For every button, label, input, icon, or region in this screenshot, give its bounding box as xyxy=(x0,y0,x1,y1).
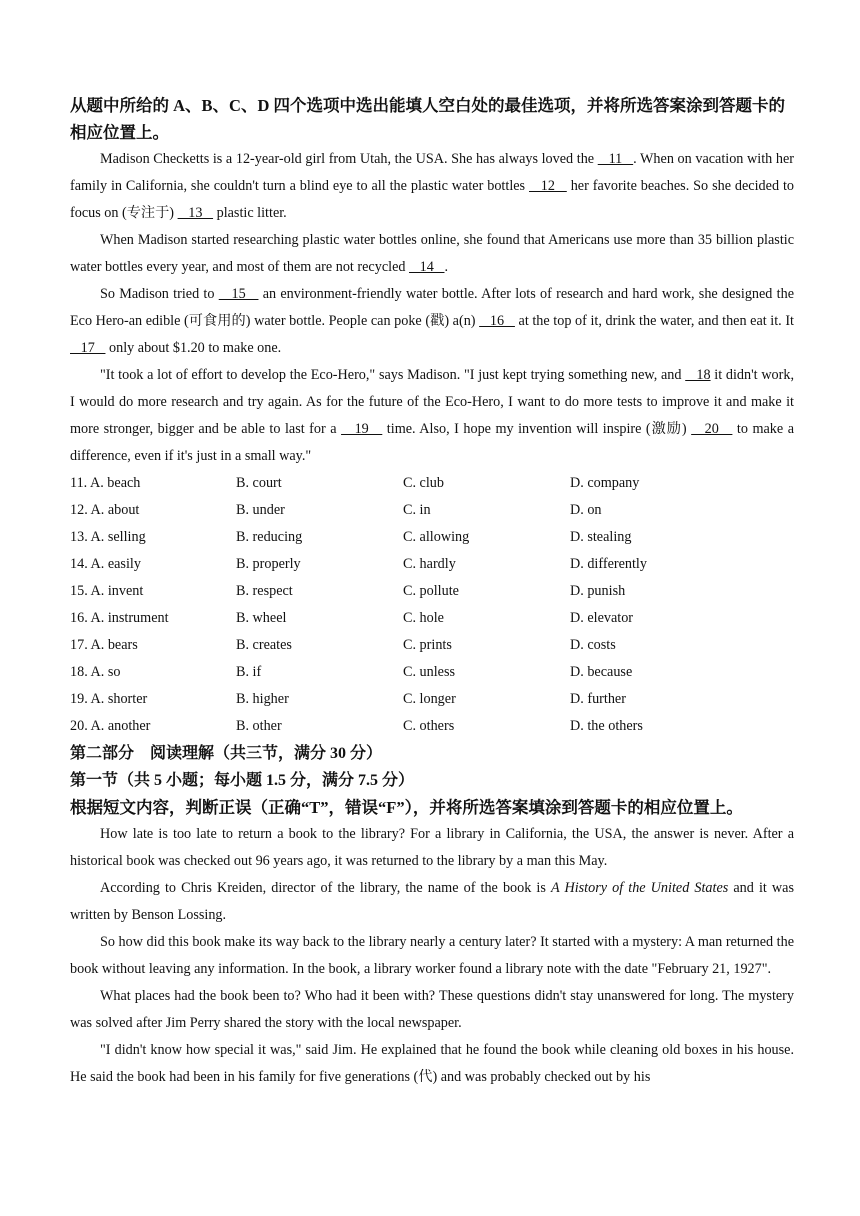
text: her favorite beaches. So she decided to focus on (专注于) xyxy=(70,178,794,221)
cloze-instruction: 从题中所给的 A、B、C、D 四个选项中选出能填人空白处的最佳选项，并将所选答案涂到答题卡的相应位置上。 xyxy=(70,96,786,142)
text: . xyxy=(444,259,449,275)
blank-17: 17 xyxy=(70,340,106,356)
text: Madison Checketts is a 12-year-old girl from Utah, the USA. She has always loved the xyxy=(100,151,598,167)
cloze-paragraph-4 xyxy=(70,362,794,470)
option-c: C. longer xyxy=(403,691,456,707)
option-c: C. pollute xyxy=(403,583,459,599)
option-c: C. hardly xyxy=(403,556,456,572)
option-a: 17. A. bears xyxy=(70,637,138,653)
part2-heading: 第二部分 阅读理解（共三节，满分 30 分） xyxy=(70,745,383,762)
cloze-paragraph-1 xyxy=(70,146,794,227)
text: plastic litter. xyxy=(213,205,287,221)
option-d: D. company xyxy=(570,475,640,491)
option-c: C. allowing xyxy=(403,529,470,545)
reading-paragraph-2 xyxy=(70,875,794,929)
option-b: B. properly xyxy=(236,556,301,572)
section1-heading: 第一节（共 5 小题；每小题 1.5 分，满分 7.5 分） xyxy=(70,772,415,789)
option-b: B. if xyxy=(236,664,262,680)
blank-13: 13 xyxy=(177,205,214,221)
option-d: D. on xyxy=(570,502,602,518)
text: "It took a lot of effort to develop the Eco-Hero," says Madison. "I just kept trying something new, and xyxy=(100,367,686,383)
option-c: C. unless xyxy=(403,664,456,680)
options-list xyxy=(70,470,794,740)
text: it didn't work, I would do more research and try again. As for the future of the Eco-Hero, I want to do more tests to improve it and make it more stronger, bigger and be able to last for a xyxy=(70,367,795,437)
reading-paragraph-1: How late is too late to return a book to the library? For a library in California, the USA, the answer is never. After a historical book was checked out 96 years ago, it was returned to the library by a man this May. xyxy=(70,826,794,869)
text: So Madison tried to xyxy=(100,286,219,302)
option-a: 18. A. so xyxy=(70,664,121,680)
text: time. Also, I hope my invention will inspire (激励) xyxy=(382,421,692,437)
text: According to Chris Kreiden, director of the library, the name of the book is xyxy=(100,880,551,896)
reading-paragraph-4: What places had the book been to? Who had it been with? These questions didn't stay unanswered for long. The mystery was solved after Jim Perry shared the story with the local newspaper. xyxy=(70,988,794,1031)
text: to make a difference, even if it's just in a small way." xyxy=(70,421,794,464)
option-row xyxy=(70,470,794,497)
option-b: B. wheel xyxy=(236,610,287,626)
option-d: D. the others xyxy=(570,718,643,734)
blank-19: 19 xyxy=(341,421,383,437)
option-b: B. respect xyxy=(236,583,293,599)
option-row xyxy=(70,713,794,740)
option-c: C. club xyxy=(403,475,444,491)
option-row xyxy=(70,497,794,524)
option-b: B. reducing xyxy=(236,529,303,545)
blank-14: 14 xyxy=(409,259,445,275)
option-a: 14. A. easily xyxy=(70,556,141,572)
option-a: 16. A. instrument xyxy=(70,610,169,626)
option-c: C. in xyxy=(403,502,431,518)
option-b: B. under xyxy=(236,502,285,518)
option-c: C. prints xyxy=(403,637,452,653)
option-d: D. costs xyxy=(570,637,616,653)
option-d: D. elevator xyxy=(570,610,634,626)
option-b: B. other xyxy=(236,718,282,734)
option-a: 12. A. about xyxy=(70,502,140,518)
text: . When on vacation with her family in California, she couldn't turn a blind eye to all the plastic water bottles xyxy=(70,151,794,194)
section1-instruction: 根据短文内容，判断正误（正确“T”，错误“F”），并将所选答案填涂到答题卡的相应位置上。 xyxy=(70,798,743,817)
option-row xyxy=(70,659,794,686)
cloze-paragraph-3 xyxy=(70,281,794,362)
option-a: 15. A. invent xyxy=(70,583,144,599)
option-row xyxy=(70,551,794,578)
blank-16: 16 xyxy=(479,313,515,329)
blank-12: 12 xyxy=(529,178,567,194)
option-a: 11. A. beach xyxy=(70,475,141,491)
text: only about $1.20 to make one. xyxy=(105,340,282,356)
option-row xyxy=(70,632,794,659)
text: and it was written by Benson Lossing. xyxy=(70,880,794,923)
option-b: B. higher xyxy=(236,691,289,707)
option-row xyxy=(70,578,794,605)
reading-paragraph-5: "I didn't know how special it was," said Jim. He explained that he found the book while cleaning old boxes in his house. He said the book had been in his family for five generations (代) and was probably checked out by his xyxy=(70,1042,794,1085)
blank-11: 11 xyxy=(597,151,634,167)
option-d: D. punish xyxy=(570,583,626,599)
option-d: D. differently xyxy=(570,556,647,572)
blank-20: 20 xyxy=(691,421,733,437)
option-a: 20. A. another xyxy=(70,718,151,734)
exam-page xyxy=(70,92,794,1091)
option-c: C. others xyxy=(403,718,455,734)
option-row xyxy=(70,605,794,632)
option-a: 13. A. selling xyxy=(70,529,146,545)
text: at the top of it, drink the water, and then eat it. It xyxy=(514,313,794,329)
cloze-paragraph-2 xyxy=(70,227,794,281)
option-a: 19. A. shorter xyxy=(70,691,148,707)
option-d: D. further xyxy=(570,691,626,707)
book-title: A History of the United States xyxy=(550,880,729,896)
text: When Madison started researching plastic water bottles online, she found that Americans use more than 35 billion plastic water bottles every year, and most of them are not recycled xyxy=(70,232,794,275)
option-d: D. because xyxy=(570,664,633,680)
option-b: B. creates xyxy=(236,637,292,653)
text: an environment-friendly water bottle. After lots of research and hard work, she designed the Eco Hero-an edible (可食用的) water bottle. People can poke (戳) a(n) xyxy=(70,286,794,329)
option-b: B. court xyxy=(236,475,282,491)
option-c: C. hole xyxy=(403,610,444,626)
blank-15: 15 xyxy=(218,286,259,302)
option-d: D. stealing xyxy=(570,529,632,545)
option-row xyxy=(70,524,794,551)
reading-paragraph-3: So how did this book make its way back to the library nearly a century later? It started with a mystery: A man returned the book without leaving any information. In the book, a library worker found a library note with the date "February 21, 1927". xyxy=(70,934,794,977)
option-row xyxy=(70,686,794,713)
blank-18: 18 xyxy=(685,367,711,383)
